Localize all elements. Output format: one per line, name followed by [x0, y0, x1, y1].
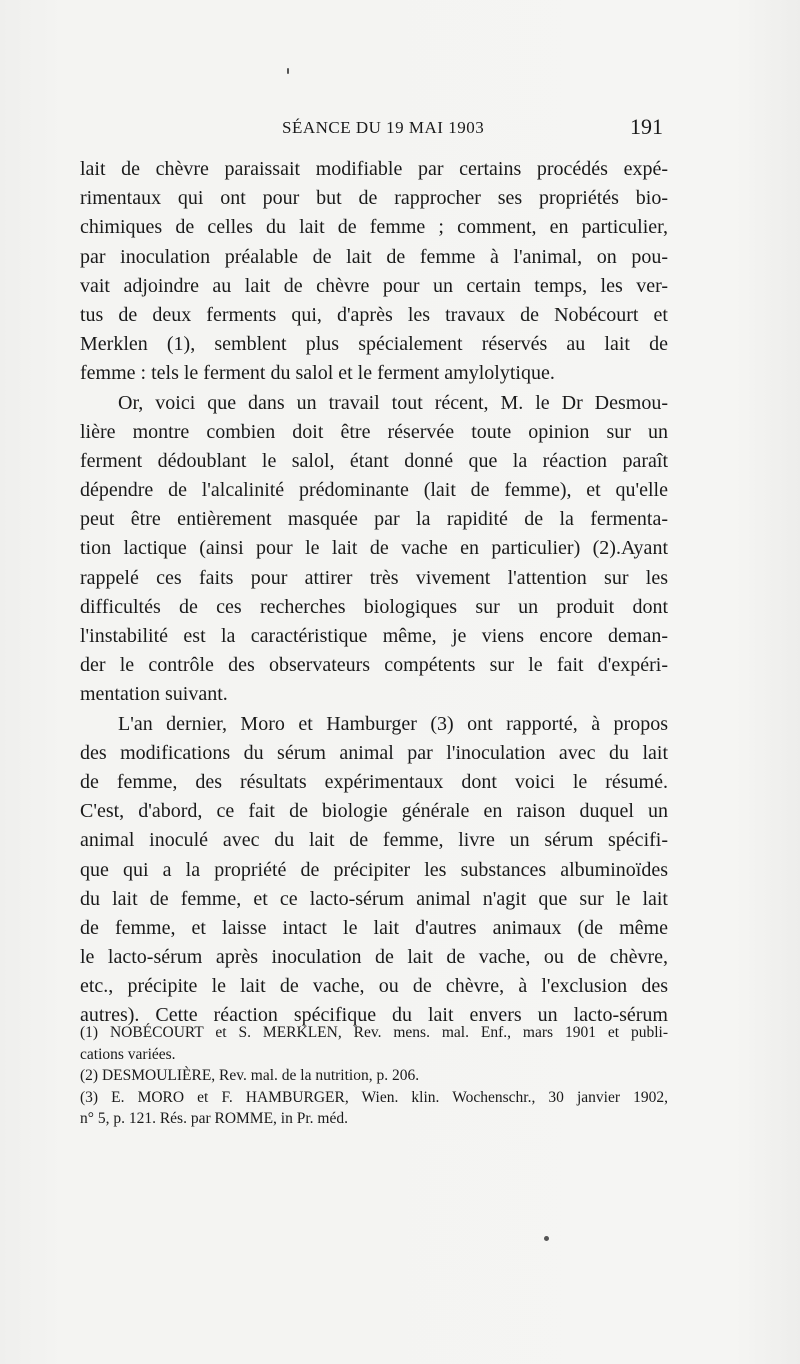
text-line: lière montre combien doit être réservée toute opinion sur un — [80, 420, 668, 443]
text-line: animal inoculé avec du lait de femme, livre un sérum spécifi- — [80, 829, 668, 852]
text-line: que qui a la propriété de précipiter les substances albuminoïdes — [80, 858, 668, 881]
footnote-line: cations variées. — [80, 1045, 176, 1063]
text-line: L'an dernier, Moro et Hamburger (3) ont rapporté, à propos — [118, 712, 668, 735]
scan-speck — [544, 1236, 549, 1241]
text-line: der le contrôle des observateurs compétents sur le fait d'expéri- — [80, 654, 668, 677]
text-line: femme : tels le ferment du salol et le ferment amylolytique. — [80, 362, 555, 385]
footnote-line: (2) DESMOULIÈRE, Rev. mal. de la nutrition, p. 206. — [80, 1067, 420, 1084]
text-line: peut être entièrement masquée par la rapidité de la fermenta- — [80, 508, 668, 531]
text-line: C'est, d'abord, ce fait de biologie générale en raison duquel un — [80, 800, 668, 823]
text-line: Or, voici que dans un travail tout récent, M. le Dr Desmou- — [118, 391, 668, 414]
text-line: chimiques de celles du lait de femme ; comment, en particulier, — [80, 216, 668, 239]
page-number: 191 — [630, 114, 663, 139]
page-header — [0, 114, 800, 142]
footnote-line: n° 5, p. 121. Rés. par ROMME, in Pr. méd. — [80, 1110, 348, 1127]
footnote-line: (1) NOBÉCOURT et S. MERKLEN, Rev. mens. mal. Enf., mars 1901 et publi- — [80, 1024, 668, 1041]
scan-speck — [287, 68, 289, 74]
text-line: mentation suivant. — [80, 683, 228, 706]
running-head: SÉANCE DU 19 MAI 1903 — [282, 118, 485, 137]
text-line: du lait de femme, et ce lacto-sérum animal n'agit que sur le lait — [80, 887, 668, 910]
text-line: rimentaux qui ont pour but de rapprocher ses propriétés bio- — [80, 187, 668, 210]
text-line: autres). Cette réaction spécifique du lait envers un lacto-sérum — [80, 1004, 668, 1027]
text-line: des modifications du sérum animal par l'inoculation avec du lait — [80, 741, 668, 764]
body-text — [80, 155, 668, 1031]
text-line: tus de deux ferments qui, d'après les travaux de Nobécourt et — [80, 303, 668, 326]
text-line: tion lactique (ainsi pour le lait de vache en particulier) (2).Ayant — [80, 537, 668, 560]
text-line: etc., précipite le lait de vache, ou de chèvre, à l'exclusion des — [80, 975, 668, 998]
footnotes — [80, 1022, 668, 1130]
footnote-line: (3) E. MORO et F. HAMBURGER, Wien. klin. Wochenschr., 30 janvier 1902, — [80, 1088, 668, 1106]
text-line: rappelé ces faits pour attirer très vivement l'attention sur les — [80, 566, 668, 589]
text-line: de femme, et laisse intact le lait d'autres animaux (de même — [80, 916, 668, 939]
text-line: vait adjoindre au lait de chèvre pour un certain temps, les ver- — [80, 274, 668, 297]
text-line: l'instabilité est la caractéristique même, je viens encore deman- — [80, 625, 668, 647]
text-line: Merklen (1), semblent plus spécialement réservés au lait de — [80, 333, 668, 356]
text-line: le lacto-sérum après inoculation de lait de vache, ou de chèvre, — [80, 946, 668, 969]
text-line: ferment dédoublant le salol, étant donné que la réaction paraît — [80, 449, 668, 472]
text-line: de femme, des résultats expérimentaux dont voici le résumé. — [80, 770, 668, 793]
text-line: difficultés de ces recherches biologiques sur un produit dont — [80, 595, 668, 618]
text-line: dépendre de l'alcalinité prédominante (lait de femme), et qu'elle — [80, 479, 668, 502]
text-line: par inoculation préalable de lait de femme à l'animal, on pou- — [80, 245, 668, 268]
text-line: lait de chèvre paraissait modifiable par certains procédés expé- — [80, 158, 668, 180]
